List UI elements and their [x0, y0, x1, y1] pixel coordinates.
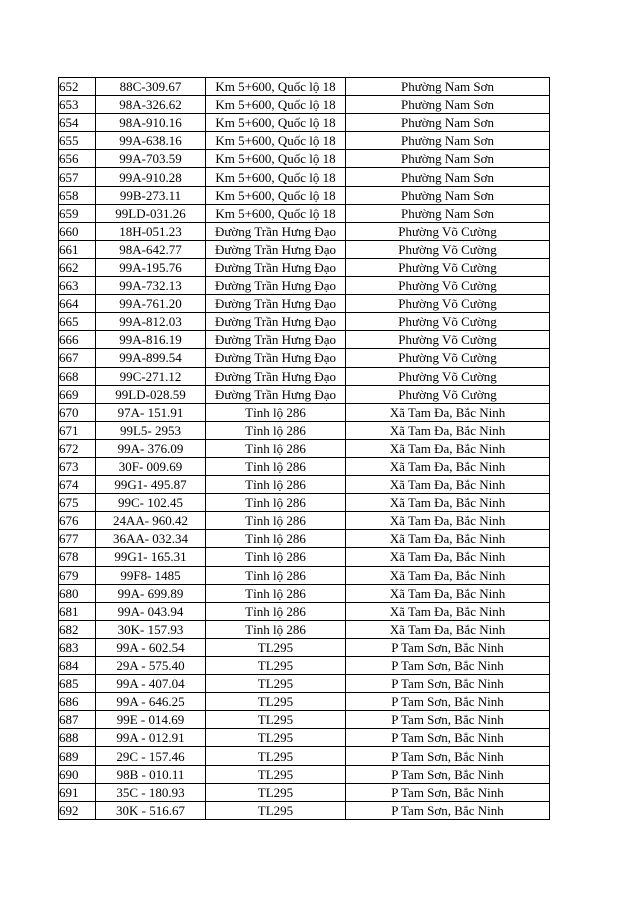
license-plate-cell: 99A-816.19 — [96, 331, 206, 349]
row-number-cell: 652 — [59, 78, 96, 96]
ward-cell: Phường Võ Cường — [346, 222, 550, 240]
ward-cell: Phường Võ Cường — [346, 240, 550, 258]
location-cell: Đường Trần Hưng Đạo — [206, 277, 346, 295]
location-cell: TL295 — [206, 693, 346, 711]
row-number-cell: 674 — [59, 476, 96, 494]
ward-cell: P Tam Sơn, Bắc Ninh — [346, 675, 550, 693]
table-row — [59, 96, 550, 114]
license-plate-cell: 99LD-028.59 — [96, 385, 206, 403]
table-row — [59, 439, 550, 457]
row-number-cell: 658 — [59, 186, 96, 204]
location-cell: Đường Trần Hưng Đạo — [206, 222, 346, 240]
location-cell: Tỉnh lộ 286 — [206, 403, 346, 421]
license-plate-cell: 99A- 699.89 — [96, 584, 206, 602]
ward-cell: Xã Tam Đa, Bắc Ninh — [346, 530, 550, 548]
table-row — [59, 548, 550, 566]
license-plate-cell: 99A- 376.09 — [96, 439, 206, 457]
ward-cell: Xã Tam Đa, Bắc Ninh — [346, 457, 550, 475]
ward-cell: Phường Nam Sơn — [346, 168, 550, 186]
license-plate-cell: 98B - 010.11 — [96, 765, 206, 783]
row-number-cell: 689 — [59, 747, 96, 765]
license-plate-cell: 30F- 009.69 — [96, 457, 206, 475]
row-number-cell: 690 — [59, 765, 96, 783]
row-number-cell: 653 — [59, 96, 96, 114]
table-row — [59, 566, 550, 584]
license-plate-cell: 99A - 602.54 — [96, 638, 206, 656]
license-plate-cell: 29A - 575.40 — [96, 657, 206, 675]
location-cell: Tỉnh lộ 286 — [206, 476, 346, 494]
location-cell: Đường Trần Hưng Đạo — [206, 331, 346, 349]
table-row — [59, 584, 550, 602]
location-cell: TL295 — [206, 801, 346, 819]
table-row — [59, 711, 550, 729]
location-cell: Đường Trần Hưng Đạo — [206, 367, 346, 385]
license-plate-cell: 99A-899.54 — [96, 349, 206, 367]
location-cell: Km 5+600, Quốc lộ 18 — [206, 96, 346, 114]
license-plate-cell: 98A-642.77 — [96, 240, 206, 258]
location-cell: Đường Trần Hưng Đạo — [206, 313, 346, 331]
row-number-cell: 668 — [59, 367, 96, 385]
ward-cell: P Tam Sơn, Bắc Ninh — [346, 765, 550, 783]
ward-cell: Phường Nam Sơn — [346, 78, 550, 96]
location-cell: Tỉnh lộ 286 — [206, 620, 346, 638]
license-plate-cell: 97A- 151.91 — [96, 403, 206, 421]
location-cell: Km 5+600, Quốc lộ 18 — [206, 78, 346, 96]
row-number-cell: 675 — [59, 494, 96, 512]
license-plate-cell: 99A - 407.04 — [96, 675, 206, 693]
table-row — [59, 186, 550, 204]
table-row — [59, 150, 550, 168]
location-cell: Đường Trần Hưng Đạo — [206, 295, 346, 313]
row-number-cell: 686 — [59, 693, 96, 711]
license-plate-cell: 36AA- 032.34 — [96, 530, 206, 548]
ward-cell: Xã Tam Đa, Bắc Ninh — [346, 439, 550, 457]
table-row — [59, 331, 550, 349]
table-row — [59, 403, 550, 421]
location-cell: TL295 — [206, 783, 346, 801]
row-number-cell: 660 — [59, 222, 96, 240]
row-number-cell: 684 — [59, 657, 96, 675]
row-number-cell: 678 — [59, 548, 96, 566]
ward-cell: Xã Tam Đa, Bắc Ninh — [346, 548, 550, 566]
ward-cell: Phường Nam Sơn — [346, 132, 550, 150]
ward-cell: Phường Nam Sơn — [346, 114, 550, 132]
ward-cell: P Tam Sơn, Bắc Ninh — [346, 747, 550, 765]
row-number-cell: 656 — [59, 150, 96, 168]
ward-cell: Xã Tam Đa, Bắc Ninh — [346, 602, 550, 620]
location-cell: TL295 — [206, 765, 346, 783]
license-plate-cell: 99A - 012.91 — [96, 729, 206, 747]
ward-cell: Xã Tam Đa, Bắc Ninh — [346, 584, 550, 602]
license-plate-cell: 99A-761.20 — [96, 295, 206, 313]
violation-table — [58, 77, 550, 820]
ward-cell: Phường Võ Cường — [346, 367, 550, 385]
row-number-cell: 692 — [59, 801, 96, 819]
location-cell: Tỉnh lộ 286 — [206, 584, 346, 602]
row-number-cell: 685 — [59, 675, 96, 693]
ward-cell: Xã Tam Đa, Bắc Ninh — [346, 566, 550, 584]
row-number-cell: 681 — [59, 602, 96, 620]
table-row — [59, 114, 550, 132]
license-plate-cell: 99C- 102.45 — [96, 494, 206, 512]
license-plate-cell: 35C - 180.93 — [96, 783, 206, 801]
license-plate-cell: 99E - 014.69 — [96, 711, 206, 729]
ward-cell: Xã Tam Đa, Bắc Ninh — [346, 494, 550, 512]
ward-cell: Phường Võ Cường — [346, 277, 550, 295]
location-cell: Tỉnh lộ 286 — [206, 512, 346, 530]
license-plate-cell: 99A-638.16 — [96, 132, 206, 150]
location-cell: TL295 — [206, 729, 346, 747]
ward-cell: P Tam Sơn, Bắc Ninh — [346, 801, 550, 819]
table-row — [59, 693, 550, 711]
license-plate-cell: 99A-195.76 — [96, 258, 206, 276]
row-number-cell: 682 — [59, 620, 96, 638]
table-row — [59, 620, 550, 638]
ward-cell: Xã Tam Đa, Bắc Ninh — [346, 620, 550, 638]
table-row — [59, 277, 550, 295]
row-number-cell: 662 — [59, 258, 96, 276]
ward-cell: Phường Võ Cường — [346, 331, 550, 349]
table-row — [59, 132, 550, 150]
table-row — [59, 385, 550, 403]
table-row — [59, 295, 550, 313]
row-number-cell: 683 — [59, 638, 96, 656]
license-plate-cell: 29C - 157.46 — [96, 747, 206, 765]
location-cell: Tỉnh lộ 286 — [206, 421, 346, 439]
row-number-cell: 691 — [59, 783, 96, 801]
table-row — [59, 421, 550, 439]
row-number-cell: 672 — [59, 439, 96, 457]
license-plate-cell: 18H-051.23 — [96, 222, 206, 240]
table-row — [59, 602, 550, 620]
row-number-cell: 659 — [59, 204, 96, 222]
table-row — [59, 78, 550, 96]
license-plate-cell: 99A- 043.94 — [96, 602, 206, 620]
table-row — [59, 638, 550, 656]
table-row — [59, 765, 550, 783]
license-plate-cell: 99A - 646.25 — [96, 693, 206, 711]
row-number-cell: 673 — [59, 457, 96, 475]
table-row — [59, 729, 550, 747]
table-row — [59, 168, 550, 186]
license-plate-cell: 99L5- 2953 — [96, 421, 206, 439]
row-number-cell: 663 — [59, 277, 96, 295]
ward-cell: P Tam Sơn, Bắc Ninh — [346, 711, 550, 729]
license-plate-cell: 24AA- 960.42 — [96, 512, 206, 530]
ward-cell: Phường Võ Cường — [346, 349, 550, 367]
row-number-cell: 688 — [59, 729, 96, 747]
location-cell: Km 5+600, Quốc lộ 18 — [206, 150, 346, 168]
table-row — [59, 367, 550, 385]
license-plate-cell: 30K - 516.67 — [96, 801, 206, 819]
ward-cell: Phường Võ Cường — [346, 313, 550, 331]
table-row — [59, 494, 550, 512]
table-row — [59, 512, 550, 530]
table-row — [59, 530, 550, 548]
row-number-cell: 670 — [59, 403, 96, 421]
location-cell: Tỉnh lộ 286 — [206, 439, 346, 457]
license-plate-cell: 99F8- 1485 — [96, 566, 206, 584]
license-plate-cell: 99A-732.13 — [96, 277, 206, 295]
table-row — [59, 657, 550, 675]
ward-cell: Xã Tam Đa, Bắc Ninh — [346, 421, 550, 439]
location-cell: Tỉnh lộ 286 — [206, 530, 346, 548]
license-plate-cell: 98A-326.62 — [96, 96, 206, 114]
location-cell: Tỉnh lộ 286 — [206, 457, 346, 475]
row-number-cell: 655 — [59, 132, 96, 150]
location-cell: Đường Trần Hưng Đạo — [206, 349, 346, 367]
location-cell: Tỉnh lộ 286 — [206, 602, 346, 620]
license-plate-cell: 99G1- 165.31 — [96, 548, 206, 566]
table-row — [59, 204, 550, 222]
location-cell: Tỉnh lộ 286 — [206, 548, 346, 566]
table-row — [59, 747, 550, 765]
ward-cell: Xã Tam Đa, Bắc Ninh — [346, 476, 550, 494]
row-number-cell: 666 — [59, 331, 96, 349]
table-row — [59, 675, 550, 693]
row-number-cell: 687 — [59, 711, 96, 729]
ward-cell: P Tam Sơn, Bắc Ninh — [346, 729, 550, 747]
license-plate-cell: 98A-910.16 — [96, 114, 206, 132]
location-cell: Tỉnh lộ 286 — [206, 566, 346, 584]
table-row — [59, 783, 550, 801]
ward-cell: Phường Nam Sơn — [346, 204, 550, 222]
row-number-cell: 664 — [59, 295, 96, 313]
license-plate-cell: 99A-703.59 — [96, 150, 206, 168]
row-number-cell: 654 — [59, 114, 96, 132]
location-cell: Km 5+600, Quốc lộ 18 — [206, 204, 346, 222]
row-number-cell: 661 — [59, 240, 96, 258]
location-cell: Tỉnh lộ 286 — [206, 494, 346, 512]
ward-cell: Phường Nam Sơn — [346, 186, 550, 204]
ward-cell: Phường Nam Sơn — [346, 96, 550, 114]
location-cell: TL295 — [206, 638, 346, 656]
table-row — [59, 313, 550, 331]
row-number-cell: 679 — [59, 566, 96, 584]
location-cell: Đường Trần Hưng Đạo — [206, 385, 346, 403]
row-number-cell: 665 — [59, 313, 96, 331]
location-cell: TL295 — [206, 657, 346, 675]
ward-cell: Phường Võ Cường — [346, 258, 550, 276]
location-cell: Km 5+600, Quốc lộ 18 — [206, 114, 346, 132]
ward-cell: Phường Nam Sơn — [346, 150, 550, 168]
row-number-cell: 669 — [59, 385, 96, 403]
license-plate-cell: 99G1- 495.87 — [96, 476, 206, 494]
license-plate-cell: 99C-271.12 — [96, 367, 206, 385]
location-cell: TL295 — [206, 711, 346, 729]
location-cell: TL295 — [206, 747, 346, 765]
location-cell: Km 5+600, Quốc lộ 18 — [206, 186, 346, 204]
table-row — [59, 349, 550, 367]
location-cell: Đường Trần Hưng Đạo — [206, 258, 346, 276]
row-number-cell: 667 — [59, 349, 96, 367]
row-number-cell: 677 — [59, 530, 96, 548]
license-plate-cell: 99A-812.03 — [96, 313, 206, 331]
table-row — [59, 222, 550, 240]
location-cell: Đường Trần Hưng Đạo — [206, 240, 346, 258]
table-row — [59, 801, 550, 819]
table-body — [59, 78, 550, 820]
ward-cell: Xã Tam Đa, Bắc Ninh — [346, 512, 550, 530]
license-plate-cell: 99B-273.11 — [96, 186, 206, 204]
table-row — [59, 258, 550, 276]
row-number-cell: 671 — [59, 421, 96, 439]
ward-cell: Phường Võ Cường — [346, 385, 550, 403]
row-number-cell: 657 — [59, 168, 96, 186]
ward-cell: Phường Võ Cường — [346, 295, 550, 313]
location-cell: TL295 — [206, 675, 346, 693]
ward-cell: Xã Tam Đa, Bắc Ninh — [346, 403, 550, 421]
location-cell: Km 5+600, Quốc lộ 18 — [206, 132, 346, 150]
table-row — [59, 457, 550, 475]
table-row — [59, 476, 550, 494]
license-plate-cell: 88C-309.67 — [96, 78, 206, 96]
license-plate-cell: 99A-910.28 — [96, 168, 206, 186]
row-number-cell: 676 — [59, 512, 96, 530]
ward-cell: P Tam Sơn, Bắc Ninh — [346, 638, 550, 656]
ward-cell: P Tam Sơn, Bắc Ninh — [346, 783, 550, 801]
table-row — [59, 240, 550, 258]
location-cell: Km 5+600, Quốc lộ 18 — [206, 168, 346, 186]
row-number-cell: 680 — [59, 584, 96, 602]
license-plate-cell: 99LD-031.26 — [96, 204, 206, 222]
ward-cell: P Tam Sơn, Bắc Ninh — [346, 657, 550, 675]
ward-cell: P Tam Sơn, Bắc Ninh — [346, 693, 550, 711]
license-plate-cell: 30K- 157.93 — [96, 620, 206, 638]
